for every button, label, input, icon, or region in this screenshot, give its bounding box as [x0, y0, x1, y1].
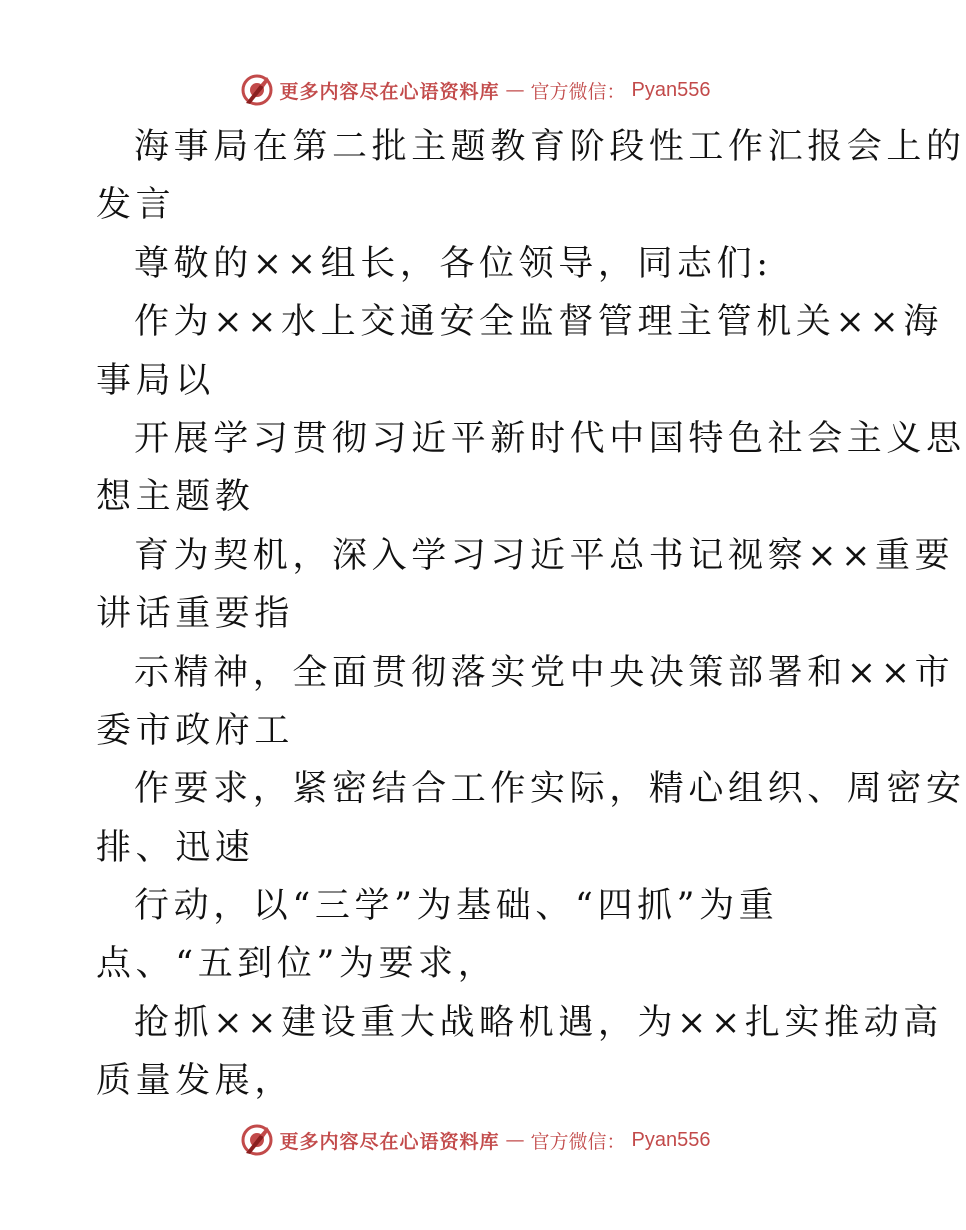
- text-line: 抢抓××建设重大战略机遇，为××扎实推动高: [134, 1002, 943, 1043]
- text-line: 事局以: [96, 360, 215, 401]
- text-line: 讲话重要指: [96, 594, 295, 635]
- text-line: 想主题教: [96, 477, 255, 518]
- document-body: [96, 118, 966, 1111]
- text-line: 作要求，紧密结合工作实际，精心组织、周密安: [134, 769, 966, 810]
- watermark-separator: —: [505, 79, 525, 101]
- header-watermark: [0, 70, 950, 110]
- watermark-sub-text: 官方微信：: [530, 1130, 626, 1153]
- text-line: 发言: [96, 185, 176, 226]
- quill-logo-icon: [240, 1123, 274, 1157]
- footer-watermark: [0, 1120, 950, 1160]
- watermark-wechat-id: Pyan556: [631, 1128, 711, 1151]
- watermark-main-text: 更多内容尽在心语资料库: [279, 80, 500, 103]
- text-line: 排、迅速: [96, 827, 255, 868]
- text-line: 示精神，全面贯彻落实党中央决策部署和××市: [134, 652, 955, 693]
- text-line: 育为契机，深入学习习近平总书记视察××重要: [134, 535, 955, 576]
- watermark-main-text: 更多内容尽在心语资料库: [279, 1130, 500, 1153]
- text-line: 委市政府工: [96, 710, 295, 751]
- watermark-sub-text: 官方微信：: [530, 80, 626, 103]
- text-line: 质量发展，: [96, 1061, 295, 1102]
- watermark-wechat-id: Pyan556: [631, 78, 711, 101]
- text-line: 点、“五到位”为要求，: [96, 944, 498, 985]
- text-line: 海事局在第二批主题教育阶段性工作汇报会上的: [134, 127, 966, 167]
- quill-logo-icon: [240, 73, 274, 107]
- text-line: 尊敬的××组长，各位领导，同志们:: [134, 243, 773, 284]
- text-line: 开展学习贯彻习近平新时代中国特色社会主义思: [134, 418, 966, 459]
- watermark-separator: —: [505, 1129, 525, 1151]
- text-line: 作为××水上交通安全监督管理主管机关××海: [134, 302, 943, 343]
- text-line: 行动，以“三学”为基础、“四抓”为重: [134, 886, 779, 927]
